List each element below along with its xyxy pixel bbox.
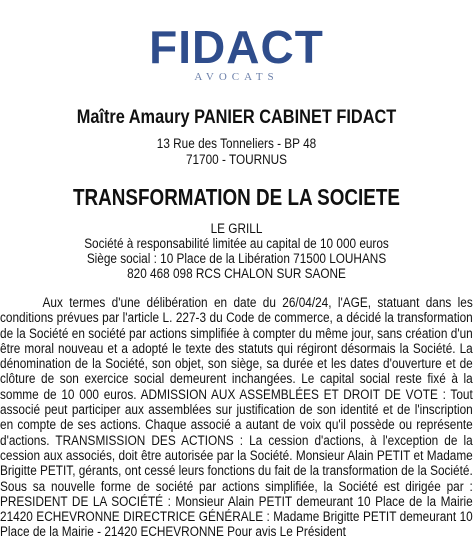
notice-body <box>0 295 473 540</box>
company-rcs: 820 468 098 RCS CHALON SUR SAONE <box>127 266 346 281</box>
logo-subtitle: AVOCATS <box>194 71 279 83</box>
company-name: LE GRILL <box>210 221 263 236</box>
company-form: Société à responsabilité limitée au capital de 10 000 euros <box>84 236 389 251</box>
notice-body-paragraph: Aux termes d'une délibération en date du 26/04/24, l'AGE, statuant dans les conditions prévues par l'article L. 227-3 du Code de commerce, a décidé la transformation de la Société en société par actions simplifiée à compter du même jour, sans création d'un être moral nouveau et a adopté le texte des statuts qui régiront désormais la Société. La dénomination de la Société, son objet, son siège, sa durée et les dates d'ouverture et de clôture de son exercice social demeurent inchangées. Le capital social reste fixé à la somme de 10 000 euros. ADMISSION AUX ASSEMBLÉES ET DROIT DE VOTE : Tout associé peut participer aux assemblées sur justification de son identité et de l'inscription en compte de ses actions. Chaque associé a autant de voix qu'il possède ou représente d'actions. TRANSMISSION DES ACTIONS : La cession d'actions, à l'exception de la cession aux associés, doit être autorisée par la Société. Monsieur Alain PETIT et Madame Brigitte PETIT, gérants, ont cessé leurs fonctions du fait de la transformation de la Société. Sous sa nouvelle forme de société par actions simplifiée, la Société est dirigée par : PRESIDENT DE LA SOCIÉTÉ : Monsieur Alain PETIT demeurant 10 Place de la Mairie 21420 ECHEVRONNE DIRECTRICE GÉNÉRALE : Madame Brigitte PETIT demeurant 10 Place de la Mairie - 21420 ECHEVRONNE Pour avis Le Président <box>0 295 473 540</box>
company-seat: Siège social : 10 Place de la Libération 71500 LOUHANS <box>86 251 387 266</box>
fidact-logo <box>0 22 473 84</box>
firm-name: Maître Amaury PANIER CABINET FIDACT <box>76 107 397 128</box>
firm-address-line1: 13 Rue des Tonneliers - BP 48 <box>156 136 317 151</box>
logo-wordmark: FIDACT <box>149 21 324 73</box>
notice-title: TRANSFORMATION DE LA SOCIETE <box>73 184 400 210</box>
firm-address-line2: 71700 - TOURNUS <box>185 152 288 167</box>
